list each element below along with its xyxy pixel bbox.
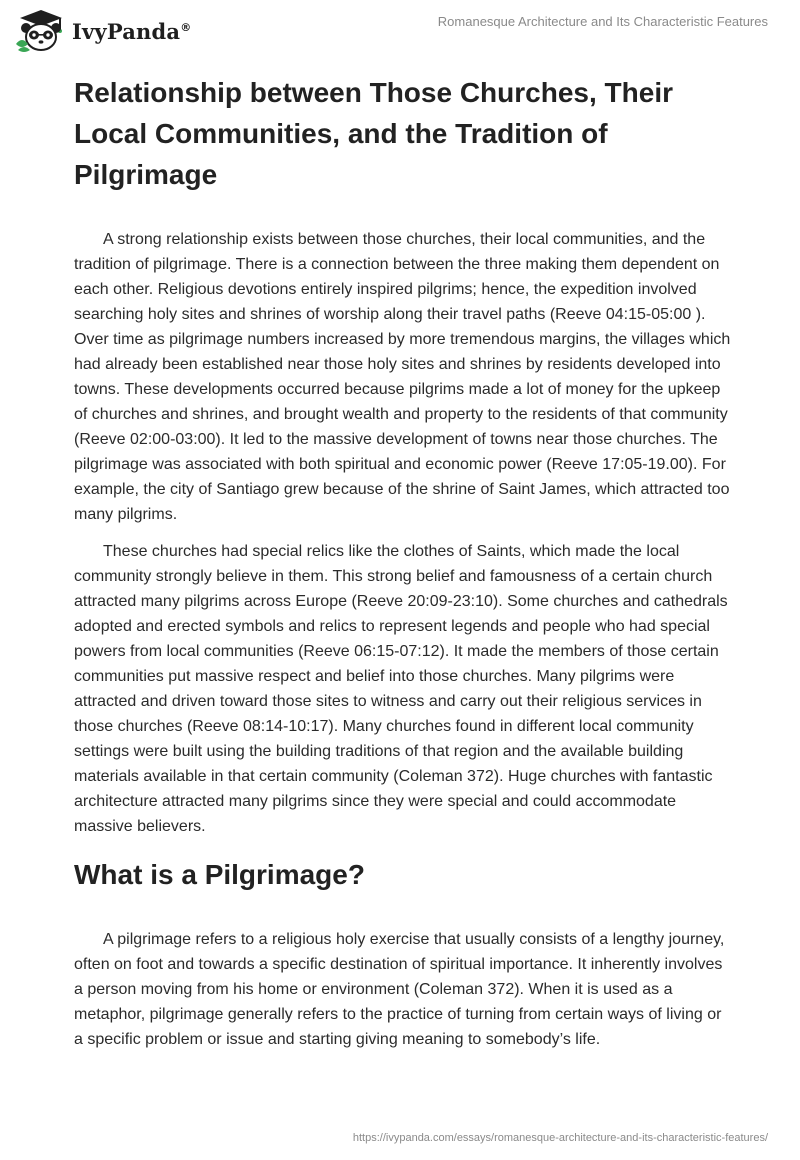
ivypanda-logo[interactable] xyxy=(12,8,191,54)
registered-mark: ® xyxy=(180,20,192,34)
paragraph: A strong relationship exists between those churches, their local communities, and the tradition of pilgrimage. There is a connection between the three making them dependent on each other. Religious devotions entirely inspired pilgrims; hence, the expedition involved searching holy sites and shrines of worship along their travel paths (Reeve 04:15-05:00 ). Over time as pilgrimage numbers increased by more tremendous margins, the villages which had already been established near those holy sites and shrines by residents developed into towns. These developments occurred because pilgrims made a lot of money for the upkeep of churches and shrines, and brought wealth and property to the residents of that community (Reeve 02:00-03:00). It led to the massive development of towns near those churches. The pilgrimage was associated with both spiritual and economic power (Reeve 17:05-19.00). For example, the city of Santiago grew because of the shrine of Saint James, which attracted too many pilgrims. xyxy=(74,231,731,523)
source-url-link[interactable]: https://ivypanda.com/essays/romanesque-architecture-and-its-characteristic-features/ xyxy=(352,1132,768,1144)
section-heading-relationship: Relationship between Those Churches, Their Local Communities, and the Tradition of Pilgrimage xyxy=(74,77,673,190)
logo-wordmark xyxy=(72,19,191,44)
paragraph: These churches had special relics like the clothes of Saints, which made the local community strongly believe in them. This strong belief and famousness of a certain church attracted many pilgrims across Europe (Reeve 20:09-23:10). Some churches and cathedrals adopted and erected symbols and relics to represent legends and people who had special powers from local communities (Reeve 06:15-07:12). It made the members of those certain communities put massive respect and belief into those churches. Many pilgrims were attracted and driven toward those sites to witness and carry out their religious services in those churches (Reeve 08:14-10:17). Many churches found in different local community settings were built using the building traditions of that region and the available building materials available in that certain community (Coleman 372). Huge churches with fantastic architecture attracted many pilgrims since they were special and could accommodate massive believers. xyxy=(74,543,728,835)
article-content xyxy=(74,72,734,1064)
paragraph: A pilgrimage refers to a religious holy exercise that usually consists of a lengthy journey, often on foot and towards a specific destination of spiritual importance. It inherently involves a person moving from his home or environment (Coleman 372). When it is used as a metaphor, pilgrimage generally refers to the practice of turning from certain ways of living or a specific problem or issue and starting giving meaning to somebody’s life. xyxy=(74,931,725,1048)
panda-graduate-icon xyxy=(12,8,70,54)
page-header xyxy=(0,0,800,60)
logo-text: IvyPanda xyxy=(72,18,181,44)
section-heading-pilgrimage: What is a Pilgrimage? xyxy=(74,859,365,890)
document-title: Romanesque Architecture and Its Characteristic Features xyxy=(437,14,768,29)
